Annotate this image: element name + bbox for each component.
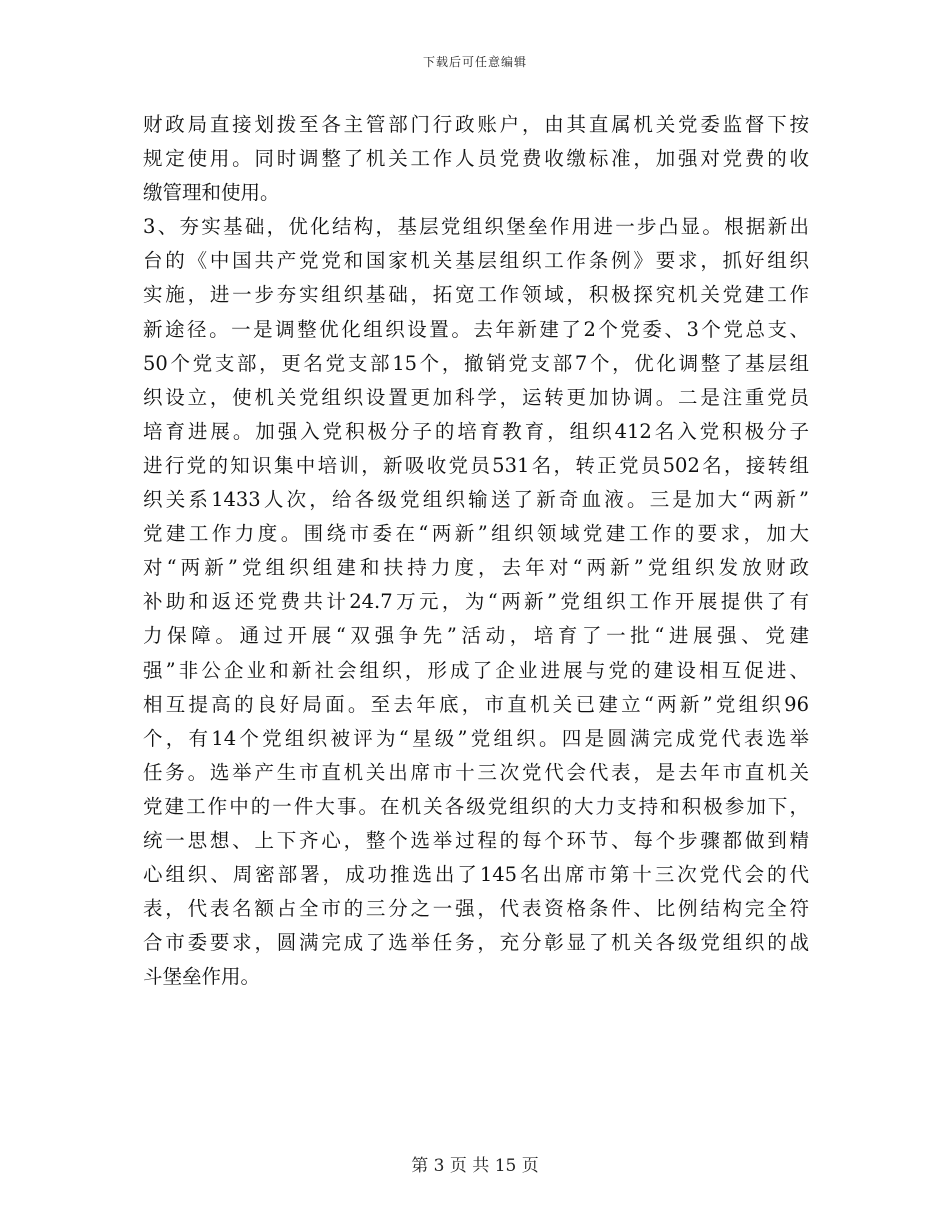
text-line: 任务。选举产生市直机关出席市十三次党代会代表，是去年市直机关 — [143, 760, 809, 784]
text-line: 对“两新”党组织组建和扶持力度，去年对“两新”党组织发放财政 — [143, 556, 809, 580]
text-line: 合市委要求，圆满完成了选举任务，充分彰显了机关各级党组织的战 — [143, 931, 809, 955]
page-number: 第 3 页 共 15 页 — [411, 1156, 539, 1176]
text-line: 织关系1433人次，给各级党组织输送了新奇血液。三是加大“两新” — [143, 488, 809, 512]
text-line: 党建工作力度。围绕市委在“两新”组织领域党建工作的要求，加大 — [143, 522, 809, 546]
text-line: 台的《中国共产党党和国家机关基层组织工作条例》要求，抓好组织 — [143, 249, 809, 273]
text-line: 进行党的知识集中培训，新吸收党员531名，转正党员502名，接转组 — [143, 453, 809, 477]
text-line: 规定使用。同时调整了机关工作人员党费收缴标准，加强对党费的收 — [143, 147, 809, 171]
text-line: 50个党支部，更名党支部15个，撤销党支部7个，优化调整了基层组 — [143, 351, 809, 375]
text-line: 织设立，使机关党组织设置更加科学，运转更加协调。二是注重党员 — [143, 385, 809, 409]
body-text — [143, 108, 809, 994]
text-line: 财政局直接划拨至各主管部门行政账户，由其直属机关党委监督下按 — [143, 113, 809, 136]
text-line: 斗堡垒作用。 — [143, 965, 261, 989]
text-line: 统一思想、上下齐心，整个选举过程的每个环节、每个步骤都做到精 — [143, 828, 809, 852]
text-line: 缴管理和使用。 — [143, 181, 280, 205]
text-line: 培育进展。加强入党积极分子的培育教育，组织412名入党积极分子 — [143, 419, 809, 443]
text-line: 相互提高的良好局面。至去年底，市直机关已建立“两新”党组织96 — [143, 692, 809, 716]
page-header: 下载后可任意编辑 — [422, 55, 527, 69]
text-line: 补助和返还党费共计24.7万元，为“两新”党组织工作开展提供了有 — [143, 590, 809, 614]
text-line: 表，代表名额占全市的三分之一强，代表资格条件、比例结构完全符 — [143, 897, 809, 921]
text-line: 力保障。通过开展“双强争先”活动，培育了一批“进展强、党建 — [143, 624, 809, 648]
text-line: 心组织、周密部署，成功推选出了145名出席市第十三次党代会的代 — [143, 863, 809, 887]
text-line: 实施，进一步夯实组织基础，拓宽工作领域，积极探究机关党建工作 — [143, 283, 809, 307]
text-line: 党建工作中的一件大事。在机关各级党组织的大力支持和积极参加下， — [143, 794, 809, 818]
text-line: 新途径。一是调整优化组织设置。去年新建了2个党委、3个党总支、 — [143, 317, 809, 341]
text-line: 强”非公企业和新社会组织，形成了企业进展与党的建设相互促进、 — [143, 658, 809, 682]
page-footer — [0, 1155, 950, 1177]
text-line: 3、夯实基础，优化结构，基层党组织堡垒作用进一步凸显。根据新出 — [143, 215, 809, 239]
text-line: 个，有14个党组织被评为“星级”党组织。四是圆满完成党代表选举 — [143, 726, 809, 750]
